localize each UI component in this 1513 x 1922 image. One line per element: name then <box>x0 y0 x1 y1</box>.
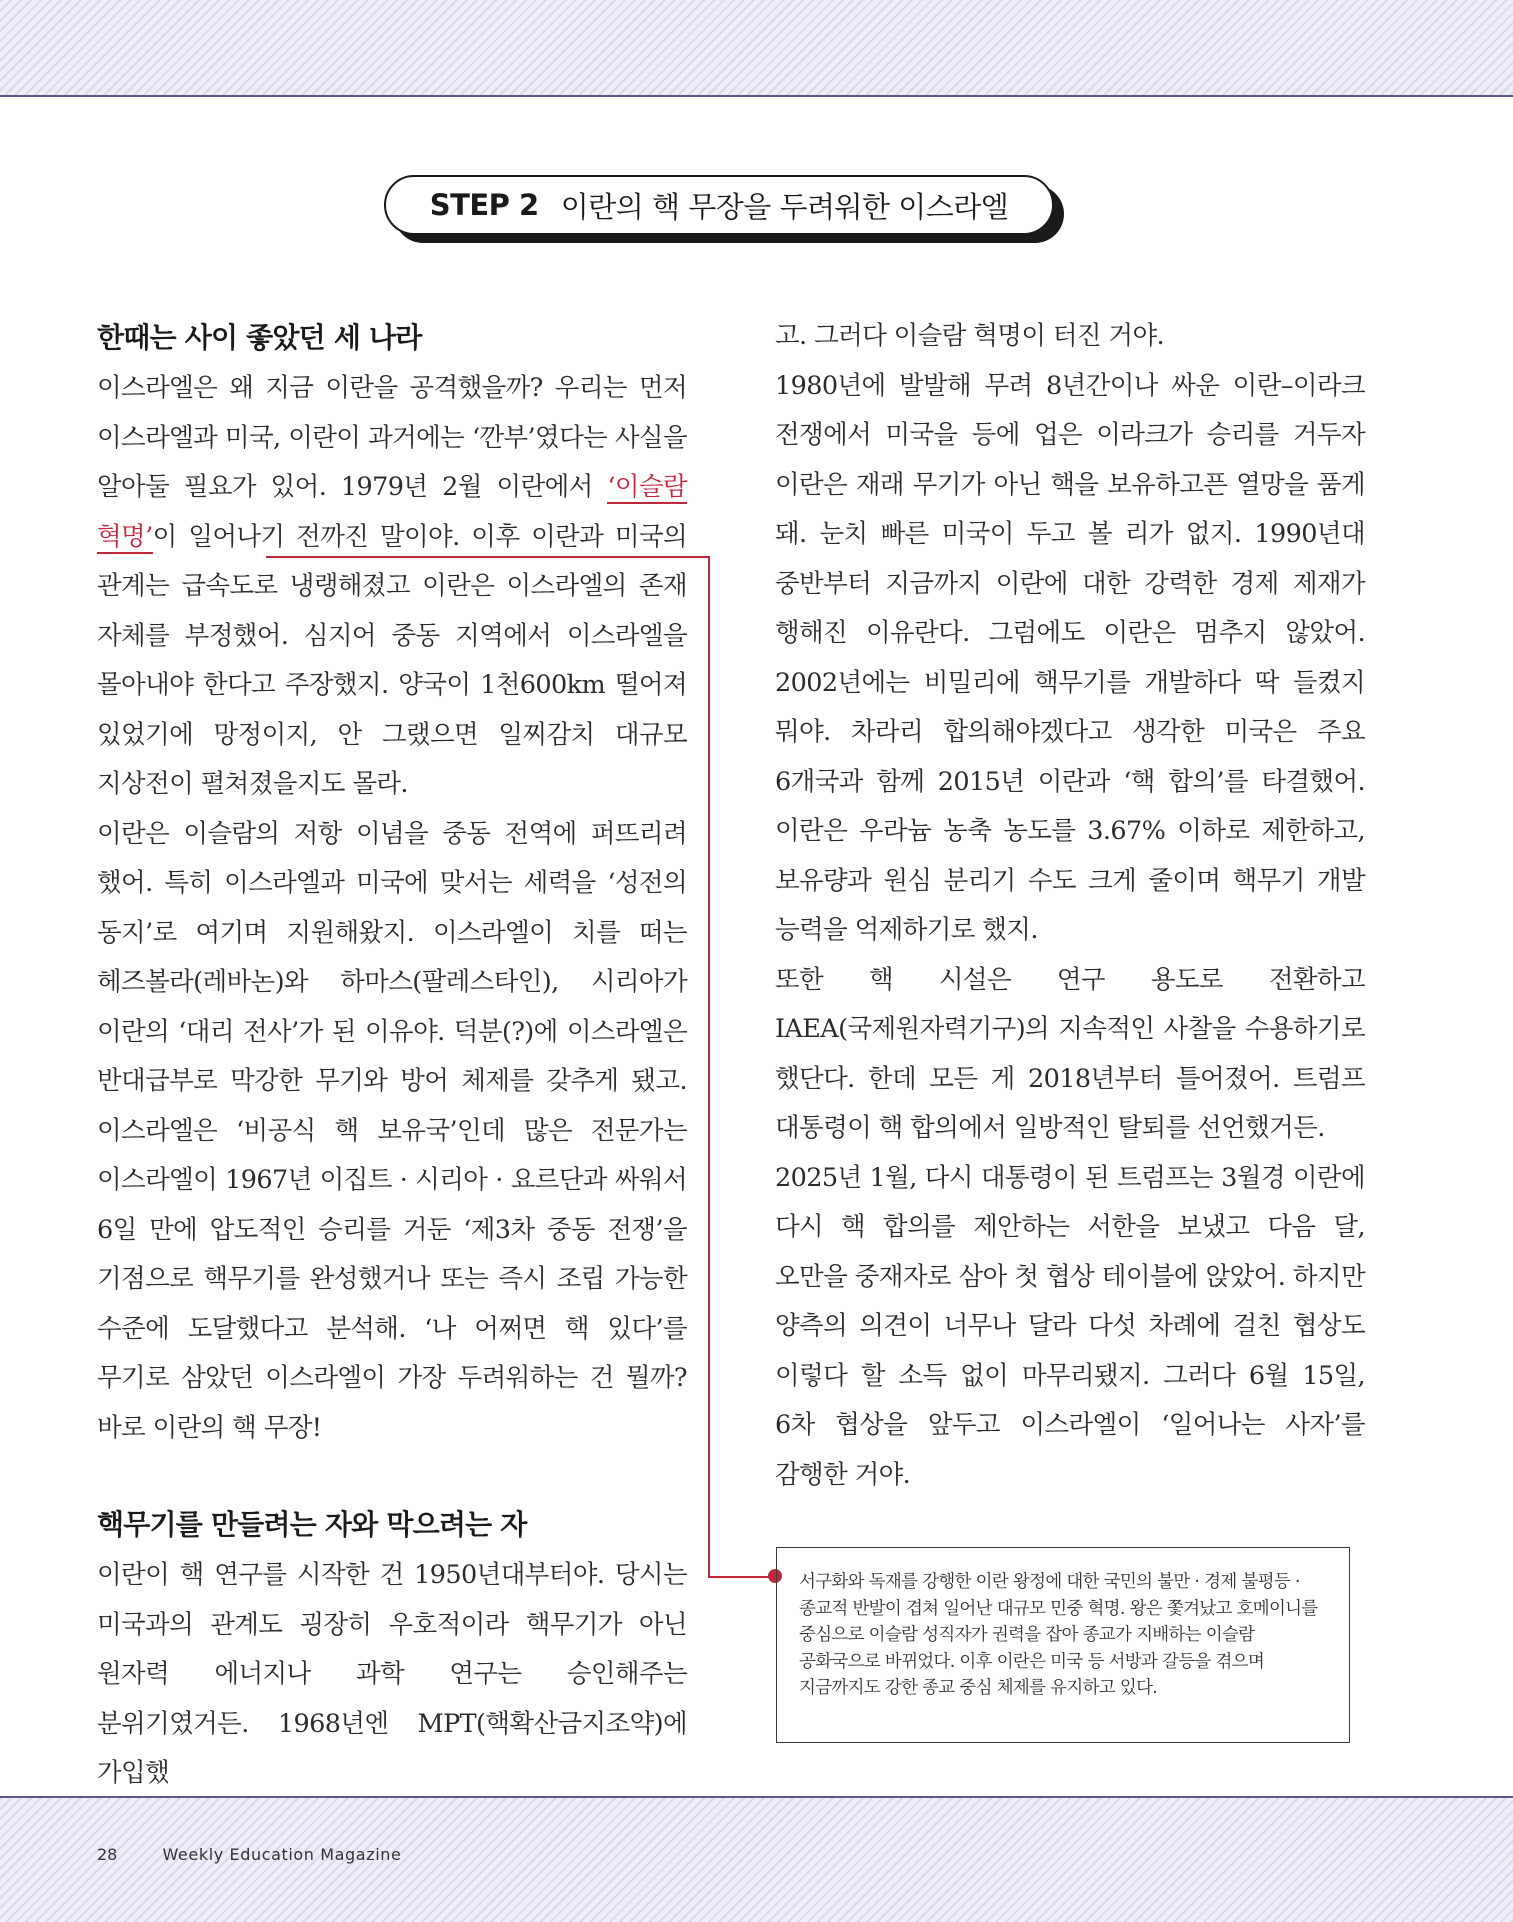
highlight-islamic-revolution: ‘이슬람 혁명’ <box>97 472 687 552</box>
step-label: STEP 2 <box>429 188 539 222</box>
paragraph-left-1 <box>97 364 687 810</box>
top-stripe-band <box>0 0 1513 97</box>
paragraph-right-3: 또한 핵 시설은 연구 용도로 전환하고 IAEA(국제원자력기구)의 지속적인 사찰을 수용하기로 했단다. 한데 모든 게 2018년부터 틀어졌어. 트럼프 대통령이 핵 합의에서 일방적인 탈퇴를 선언했거든. <box>775 964 1365 1143</box>
annotation-connector-bottom <box>708 1576 776 1578</box>
annotation-connector-top <box>266 556 710 558</box>
paragraph-left-3: 이란이 핵 연구를 시작한 건 1950년대부터야. 당시는 미국과의 관계도 굉장히 우호적이라 핵무기가 아닌 원자력 에너지나 과학 연구는 승인해주는 분위기였거든. 1968년엔 MPT(핵확산금지조약)에 가입했 <box>97 1560 687 1788</box>
page-number: 28 <box>97 1845 118 1864</box>
paragraph-left-1-end: 이 일어나기 전까진 말이야. 이후 이란과 미국의 관계는 급속도로 냉랭해졌고 이란은 이스라엘의 존재 자체를 부정했어. 심지어 중동 지역에서 이스라엘을 몰아내야 한다고 주장했지. 양국이 1천600km 떨어져 있었기에 망정이지, 안 그랬으면 일찌감치 대규모 지상전이 펼쳐졌을지도 몰라. <box>97 521 687 799</box>
right-column <box>775 312 1365 1500</box>
step-title: 이란의 핵 무장을 두려워한 이스라엘 <box>560 189 1009 224</box>
paragraph-left-1-start: 이스라엘은 왜 지금 이란을 공격했을까? 우리는 먼저 이스라엘과 미국, 이란이 과거에는 ‘깐부’였다는 사실을 알아둘 필요가 있어. 1979년 2월 이란에서 <box>97 373 687 502</box>
page-footer <box>97 1845 401 1864</box>
paragraph-right-1: 고. 그러다 이슬람 혁명이 터진 거야. <box>775 321 1165 351</box>
annotation-note-box: 서구화와 독재를 강행한 이란 왕정에 대한 국민의 불만 · 경제 불평등 · 종교적 반발이 겹쳐 일어난 대규모 민중 혁명. 왕은 쫓겨났고 호메이니를 중심으로 이슬람 성직자가 권력을 잡아 종교가 지배하는 이슬람 공화국으로 바뀌었다. 이후 이란은 미국 등 서방과 갈등을 겪으며 지금까지도 강한 종교 중심 체제를 유지하고 있다. <box>776 1547 1350 1743</box>
left-column <box>97 312 687 1799</box>
annotation-connector-vertical <box>708 556 710 1577</box>
paragraph-left-2: 이란은 이슬람의 저항 이념을 중동 전역에 퍼뜨리려 했어. 특히 이스라엘과 미국에 맞서는 세력을 ‘성전의 동지’로 여기며 지원해왔지. 이스라엘이 치를 떠는 헤즈볼라(레바논)와 하마스(팔레스타인), 시리아가 이란의 ‘대리 전사’가 된 이유야. 덕분(?)에 이스라엘은 반대급부로 막강한 무기와 방어 체제를 갖추게 됐고. 이스라엘은 ‘비공식 핵 보유국’인데 많은 전문가는 이스라엘이 1967년 이집트 · 시리아 · 요르단과 싸워서 6일 만에 압도적인 승리를 거둔 ‘제3차 중동 전쟁’을 기점으로 핵무기를 완성했거나 또는 즉시 조립 가능한 수준에 도달했다고 분석해. ‘나 어쩌면 핵 있다’를 무기로 삼았던 이스라엘이 가장 두려워하는 건 뭘까? 바로 이란의 핵 무장! <box>97 818 687 1443</box>
step-header <box>384 175 1064 245</box>
step-header-box <box>384 175 1054 235</box>
paragraph-right-2: 1980년에 발발해 무려 8년간이나 싸운 이란–이라크 전쟁에서 미국을 등에 업은 이라크가 승리를 거두자 이란은 재래 무기가 아닌 핵을 보유하고픈 열망을 품게 돼. 눈치 빠른 미국이 두고 볼 리가 없지. 1990년대 중반부터 지금까지 이란에 대한 강력한 경제 제재가 행해진 이유란다. 그럼에도 이란은 멈추지 않았어. 2002년에는 비밀리에 핵무기를 개발하다 딱 들켰지 뭐야. 차라리 합의해야겠다고 생각한 미국은 주요 6개국과 함께 2015년 이란과 ‘핵 합의’를 타결했어. 이란은 우라늄 농축 농도를 3.67% 이하로 제한하고, 보유량과 원심 분리기 수도 크게 줄이며 핵무기 개발 능력을 억제하기로 했지. <box>775 370 1365 945</box>
magazine-name: Weekly Education Magazine <box>162 1845 402 1864</box>
paragraph-right-4: 2025년 1월, 다시 대통령이 된 트럼프는 3월경 이란에 다시 핵 합의를 제안하는 서한을 보냈고 다음 달, 오만을 중재자로 삼아 첫 협상 테이블에 앉았어. 하지만 양측의 의견이 너무나 달라 다섯 차례에 걸친 협상도 이렇다 할 소득 없이 마무리됐지. 그러다 6월 15일, 6차 협상을 앞두고 이스라엘이 ‘일어나는 사자’를 감행한 거야. <box>775 1162 1366 1490</box>
section-heading-1: 한때는 사이 좋았던 세 나라 <box>97 321 422 354</box>
section-heading-2: 핵무기를 만들려는 자와 막으려는 자 <box>97 1508 527 1541</box>
